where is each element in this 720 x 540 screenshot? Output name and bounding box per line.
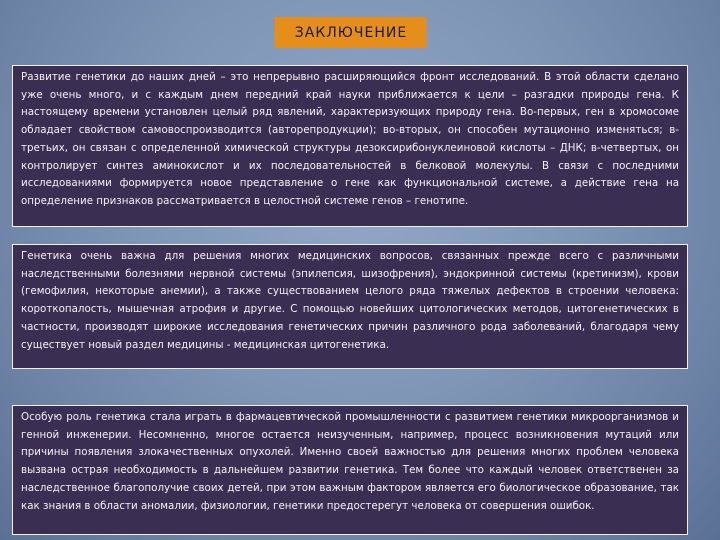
text-block-medical-genetics: Генетика очень важна для решения многих медицинских вопросов, связанных прежде всего с различными наследственными болезнями нервной системы (эпилепсия, шизофрения), эндокринной системы (кретинизм), крови (гемофилия, некоторые анемии), а также существованием целого ряда тяжелых дефектов в строении человека: короткопалость, мышечная атрофия и другие. С помощью новейших цитологических методов, цитогенетических в частности, производят широкие исследования генетических причин различного рода заболеваний, благодаря чему существует новый раздел медицины - медицинская цитогенетика. bbox=[12, 244, 688, 369]
text-block-genetics-development: Развитие генетики до наших дней – это непрерывно расширяющийся фронт исследований. В этой области сделано уже очень много, и с каждым днем передний край науки приближается к цели – разгадки природы гена. К настоящему времени установлен целый ряд явлений, характеризующих природу гена. Во-первых, ген в хромосоме обладает свойством самовоспроизводится (авторепродукции); во-вторых, он способен мутационно изменяться; в-третьих, он связан с определенной химической структуры дезоксирибонуклеиновой кислоты – ДНК; в-четвертых, он контролирует синтез аминокислот и их последовательностей в белковой молекулы. В связи с последними исследованиями формируется новое представление о гене как функциональной системе, а действие гена на определение признаков рассматривается в целостной системе генов – генотипе. bbox=[12, 65, 688, 227]
text-block-pharmaceutical-genetics: Особую роль генетика стала играть в фармацевтической промышленности с развитием генетики микроорганизмов и генной инженерии. Несомненно, многое остается неизученным, например, процесс возникновения мутаций или причины появления злокачественных опухолей. Именно своей важностью для решения многих проблем человека вызвана острая необходимость в дальнейшем развитии генетика. Тем более что каждый человек ответственен за наследственное благополучие своих детей, при этом важным фактором является его биологическое образование, так как знания в области аномалии, физиологии, генетики предостерегут человека от совершения ошибок. bbox=[12, 405, 688, 535]
slide-title: ЗАКЛЮЧЕНИЕ bbox=[275, 17, 427, 48]
